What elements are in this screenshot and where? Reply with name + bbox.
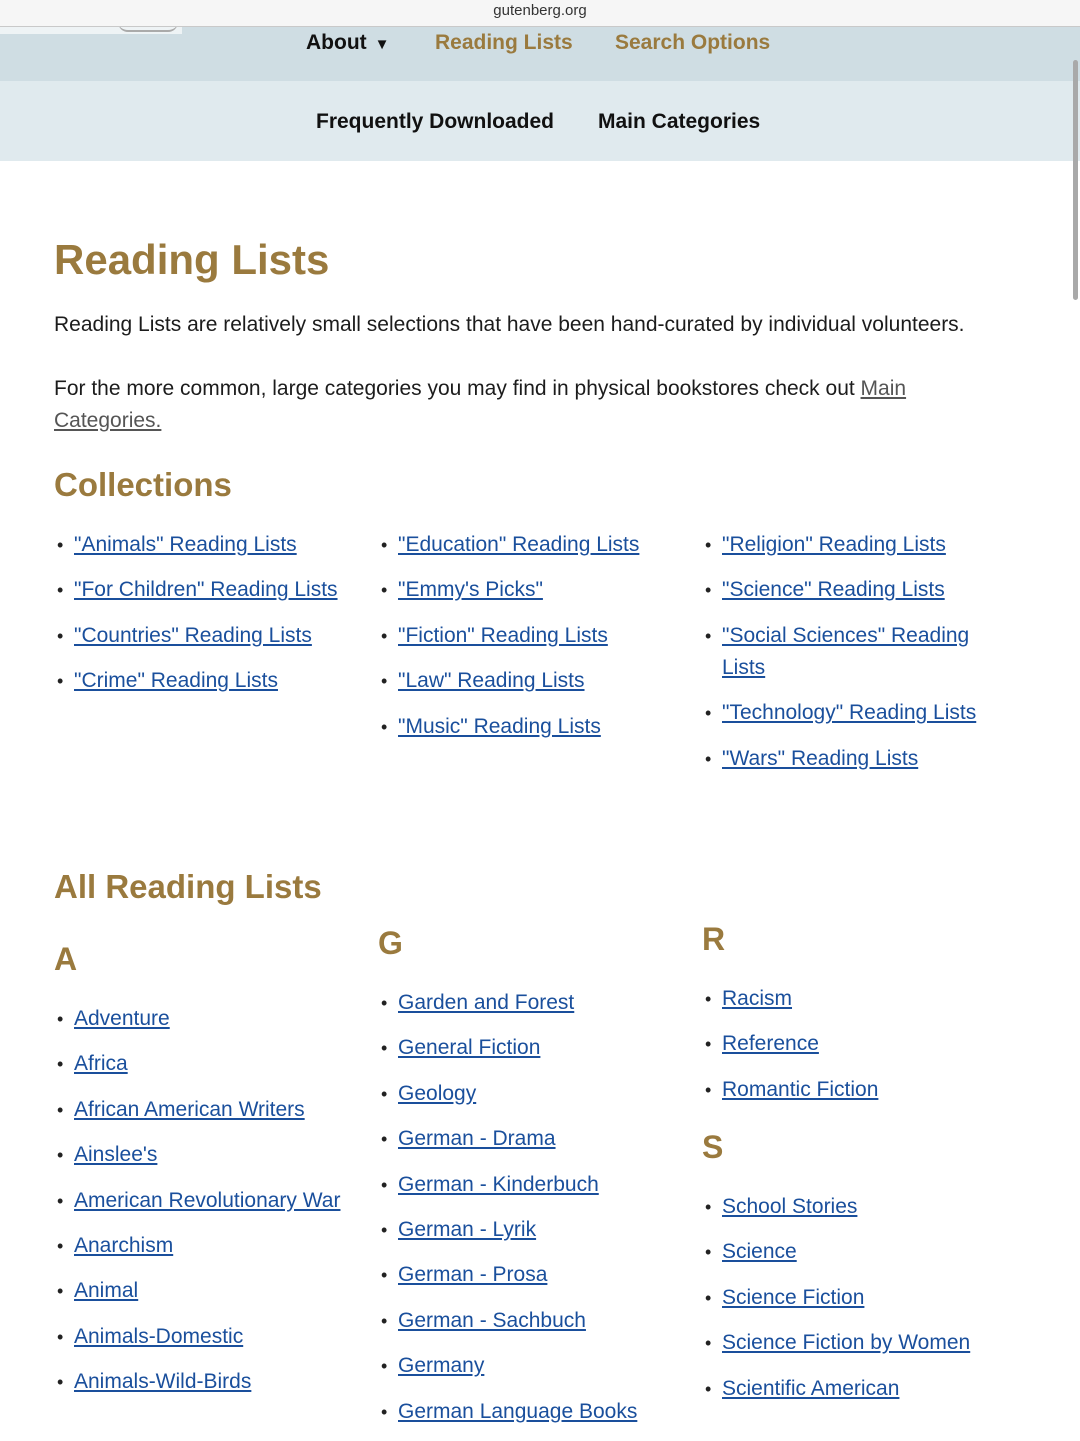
reading-list-link[interactable]: German - Kinderbuch xyxy=(398,1172,599,1196)
nav-about-label: About xyxy=(306,31,367,54)
list-item xyxy=(378,620,688,652)
collection-link[interactable]: "Education" Reading Lists xyxy=(398,533,640,556)
nav-about[interactable] xyxy=(306,31,390,55)
reading-list-link[interactable]: Romantic Fiction xyxy=(722,1077,879,1101)
collections-heading: Collections xyxy=(54,466,232,503)
list-item xyxy=(378,529,688,561)
list-item xyxy=(378,1305,698,1337)
collection-link[interactable]: "Music" Reading Lists xyxy=(398,714,601,738)
primary-nav xyxy=(0,26,1080,81)
list-item xyxy=(378,574,688,606)
collections-column-2 xyxy=(378,529,688,756)
list-item xyxy=(378,1396,698,1428)
list-item xyxy=(378,1350,698,1382)
list-item xyxy=(54,1003,374,1035)
list-item xyxy=(54,1185,374,1217)
reading-list-group-s xyxy=(702,1191,1022,1418)
collection-link[interactable]: "Countries" Reading Lists xyxy=(74,623,312,647)
collections-column-1 xyxy=(54,529,364,711)
address-bar[interactable] xyxy=(0,0,1080,27)
reading-list-link[interactable]: Scientific American xyxy=(722,1376,900,1400)
nav-main-categories[interactable]: Main Categories xyxy=(598,110,761,133)
reading-list-link[interactable]: African American Writers xyxy=(74,1097,305,1121)
list-item xyxy=(54,1275,374,1307)
reading-list-link[interactable]: German - Lyrik xyxy=(398,1217,537,1241)
collection-link[interactable]: "Law" Reading Lists xyxy=(398,669,585,693)
list-item xyxy=(702,1327,1022,1359)
reading-list-link[interactable]: Adventure xyxy=(74,1007,170,1030)
list-item xyxy=(378,1032,698,1064)
list-item xyxy=(54,1366,374,1398)
list-item xyxy=(54,620,364,652)
list-item xyxy=(378,987,698,1019)
list-item xyxy=(378,1169,698,1201)
reading-list-link[interactable]: General Fiction xyxy=(398,1036,541,1060)
collection-link[interactable]: "Fiction" Reading Lists xyxy=(398,623,608,647)
reading-list-link[interactable]: Garden and Forest xyxy=(398,991,575,1014)
all-reading-lists-heading: All Reading Lists xyxy=(54,868,322,905)
collection-link[interactable]: "Science" Reading Lists xyxy=(722,578,945,602)
reading-list-link[interactable]: German - Sachbuch xyxy=(398,1308,586,1332)
reading-list-group-a xyxy=(54,1003,374,1412)
reading-list-link[interactable]: Science xyxy=(722,1240,797,1264)
nav-frequently-downloaded[interactable]: Frequently Downloaded xyxy=(316,110,555,133)
list-item xyxy=(702,1282,1022,1314)
list-item xyxy=(702,620,992,684)
list-item xyxy=(54,1094,374,1126)
collection-link[interactable]: "Emmy's Picks" xyxy=(398,578,543,602)
reading-list-link[interactable]: Africa xyxy=(74,1052,128,1076)
common-categories-prefix: For the more common, large categories you may find in physical bookstores check out xyxy=(54,377,861,400)
list-item xyxy=(378,711,688,743)
list-item xyxy=(378,1259,698,1291)
reading-list-link[interactable]: Animals-Wild-Birds xyxy=(74,1370,252,1394)
reading-list-link[interactable]: Animals-Domestic xyxy=(74,1324,244,1348)
list-item xyxy=(54,1230,374,1262)
reading-list-link[interactable]: American Revolutionary War xyxy=(74,1188,341,1212)
nav-reading-lists[interactable]: Reading Lists xyxy=(435,31,573,54)
scrollbar[interactable] xyxy=(1073,60,1078,300)
list-item xyxy=(54,574,364,606)
list-item xyxy=(378,1214,698,1246)
list-item xyxy=(54,1139,374,1171)
reading-list-link[interactable]: Reference xyxy=(722,1032,819,1056)
list-item xyxy=(378,665,688,697)
list-item xyxy=(378,1123,698,1155)
reading-list-link[interactable]: Science Fiction by Women xyxy=(722,1331,971,1355)
letter-heading-a: A xyxy=(54,941,78,977)
list-item xyxy=(702,574,992,606)
letter-heading-g: G xyxy=(378,925,403,961)
main-categories-link[interactable]: Main Categories. xyxy=(54,377,907,432)
collection-link[interactable]: "For Children" Reading Lists xyxy=(74,578,338,602)
site-logo-fragment xyxy=(0,26,182,34)
list-item xyxy=(54,665,364,697)
list-item xyxy=(378,1078,698,1110)
list-item xyxy=(54,529,364,561)
reading-list-link[interactable]: Animal xyxy=(74,1279,139,1303)
intro-text: Reading Lists are relatively small selections that have been hand-curated by individual volunteers. xyxy=(54,313,965,336)
list-item xyxy=(702,743,992,775)
collection-link[interactable]: "Wars" Reading Lists xyxy=(722,746,919,770)
collection-link[interactable]: "Animals" Reading Lists xyxy=(74,533,297,556)
collection-link[interactable]: "Technology" Reading Lists xyxy=(722,701,977,725)
collection-link[interactable]: "Crime" Reading Lists xyxy=(74,669,278,693)
reading-list-link[interactable]: German - Drama xyxy=(398,1127,556,1151)
reading-list-group-g xyxy=(378,987,698,1441)
secondary-nav xyxy=(0,81,1080,161)
list-item xyxy=(702,1191,1022,1223)
list-item xyxy=(702,1074,1022,1106)
letter-heading-s: S xyxy=(702,1129,724,1165)
collection-link[interactable]: "Social Sciences" Reading Lists xyxy=(722,623,970,679)
letter-heading-r: R xyxy=(702,921,726,957)
list-item xyxy=(702,529,992,561)
list-item xyxy=(54,1321,374,1353)
page-title: Reading Lists xyxy=(54,236,330,283)
list-item xyxy=(54,1048,374,1080)
list-item xyxy=(702,1373,1022,1405)
collections-column-3 xyxy=(702,529,992,788)
reading-list-link[interactable]: Ainslee's xyxy=(74,1143,158,1167)
collection-link[interactable]: "Religion" Reading Lists xyxy=(722,533,946,556)
reading-list-link[interactable]: School Stories xyxy=(722,1195,858,1218)
caret-down-icon: ▼ xyxy=(374,36,390,53)
reading-list-link[interactable]: German Language Books xyxy=(398,1399,638,1423)
reading-list-link[interactable]: Germany xyxy=(398,1354,485,1378)
reading-list-link[interactable]: Science Fiction xyxy=(722,1285,865,1309)
list-item xyxy=(702,1028,1022,1060)
list-item xyxy=(702,697,992,729)
nav-search-options[interactable]: Search Options xyxy=(615,31,771,54)
reading-list-link[interactable]: Racism xyxy=(722,987,793,1010)
list-item xyxy=(702,983,1022,1015)
reading-list-link[interactable]: Anarchism xyxy=(74,1233,174,1257)
reading-list-link[interactable]: German - Prosa xyxy=(398,1263,548,1287)
url-text: gutenberg.org xyxy=(493,2,587,19)
reading-list-group-r xyxy=(702,983,1022,1119)
reading-list-link[interactable]: Geology xyxy=(398,1081,477,1105)
common-categories-text xyxy=(54,373,954,437)
list-item xyxy=(702,1236,1022,1268)
